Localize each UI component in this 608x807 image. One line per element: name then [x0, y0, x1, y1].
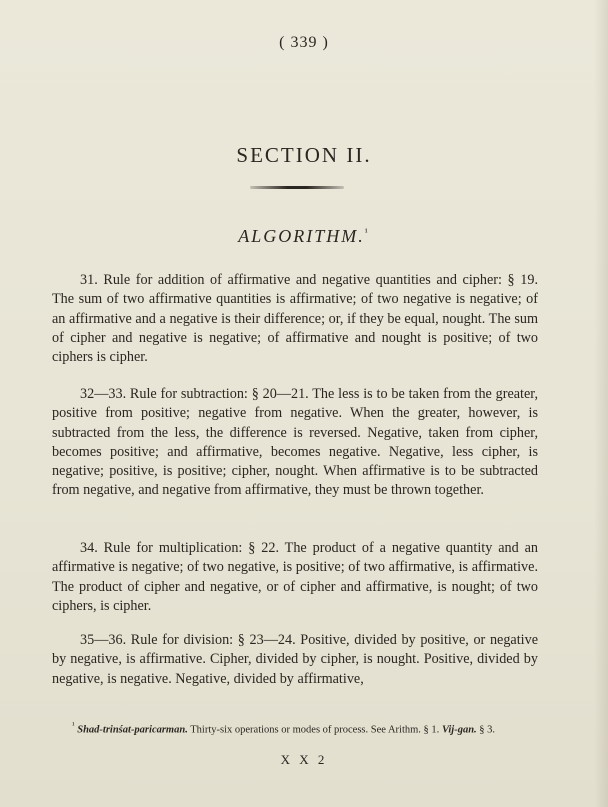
footnote-ref-tail: § 3.	[476, 724, 496, 736]
paragraph-addition: 31. Rule for addition of affirmative and negative quantities and cipher: § 19. The sum of two affirmative quantities is affirmative; of two negative is negative; of an affirmative and a negative is their difference; or, if they be equal, nought. The sum of cipher and negative is negative; of affirmative and nought is positive; of two ciphers is cipher.	[52, 272, 538, 366]
footnote-ref: Vij-gan.	[441, 724, 477, 736]
footnote-reference-mark: ¹	[364, 227, 370, 238]
subheading-text: ALGORITHM.	[238, 226, 365, 246]
section-heading: SECTION II.	[236, 143, 372, 168]
footnote	[52, 718, 538, 738]
paragraph-multiplication: 34. Rule for multiplication: § 22. The product of a negative quantity and an affirmative is negative; of two negative, is positive; of two affirmative, is affirmative. The product of cipher and negative, or of cipher and affirmative, is nought; of two ciphers, is cipher.	[52, 540, 538, 614]
footnote-term: Shad-trinśat-paricarman.	[77, 724, 188, 736]
subheading	[0, 226, 608, 247]
paragraph-division: 35—36. Rule for division: § 23—24. Positive, divided by positive, or negative by negative, is affirmative. Cipher, divided by cipher, is nought. Positive, divided by negative, is negative. Negative, divided by affirmative,	[52, 632, 538, 687]
footnote-mark: ¹	[72, 720, 75, 730]
paragraph-subtraction: 32—33. Rule for subtraction: § 20—21. The less is to be taken from the greater, positive from positive; negative from negative. When the greater, however, is subtracted from the less, the difference is reversed. Negative, taken from cipher, becomes positive; and affirmative, becomes negative. Negative, less cipher, is negative; positive, is positive; cipher, nought. When affirmative is to be subtracted from negative, and negative from affirmative, they must be thrown together.	[52, 386, 538, 499]
decorative-rule	[250, 186, 344, 189]
page-edge-shadow	[594, 0, 608, 807]
signature-mark: X X 2	[280, 752, 328, 767]
page-number: ( 339 )	[279, 34, 329, 51]
footnote-text: Thirty-six operations or modes of process. See Arithm. § 1.	[187, 724, 440, 736]
